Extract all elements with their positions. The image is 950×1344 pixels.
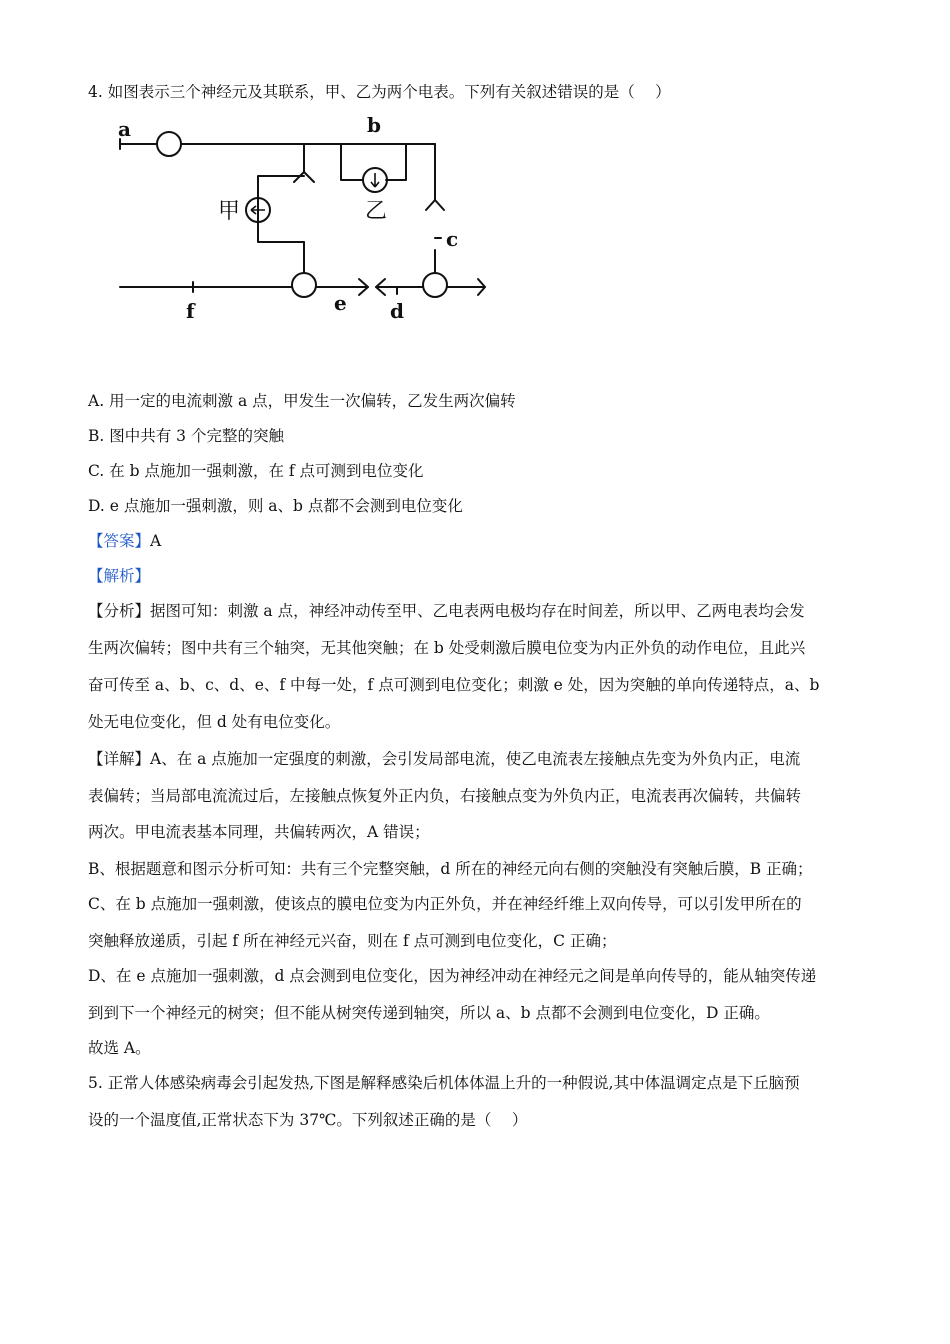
label-a: a — [118, 117, 131, 141]
option-b: B. 图中共有 3 个完整的突触 — [88, 427, 284, 445]
synapse-terminal-c — [426, 200, 444, 210]
question-5-line-2: 设的一个温度值,正常状态下为 37℃。下列叙述正确的是（ ） — [88, 1111, 528, 1129]
analysis-line-1: 【分析】据图可知：刺激 a 点，神经冲动传至甲、乙电表两电极均存在时间差，所以甲、乙两电表均会发 — [88, 602, 805, 620]
label-b: b — [367, 113, 381, 137]
detail-line-7: D、在 e 点施加一强刺激，d 点会测到电位变化，因为神经冲动在神经元之间是单向传导的，能从轴突传递 — [88, 967, 817, 985]
analysis-line-3: 奋可传至 a、b、c、d、e、f 中每一处，f 点可测到电位变化；刺激 e 处，因为突触的单向传递特点，a、b — [88, 676, 820, 694]
question-4-stem: 4. 如图表示三个神经元及其联系，甲、乙为两个电表。下列有关叙述错误的是（ ） — [88, 83, 671, 101]
detail-line-9: 故选 A。 — [88, 1039, 151, 1057]
label-f: f — [186, 299, 195, 323]
cell-body-a — [157, 132, 181, 156]
cell-body-middle — [292, 273, 316, 297]
detail-line-3: 两次。甲电流表基本同理，共偏转两次，A 错误； — [88, 823, 430, 841]
label-e: e — [334, 291, 347, 315]
cell-body-right — [423, 273, 447, 297]
label-meter-jia: 甲 — [218, 199, 241, 224]
detail-line-1: 【详解】A、在 a 点施加一定强度的刺激，会引发局部电流，使乙电流表左接触点先变为外负内正，电流 — [88, 750, 801, 768]
option-d: D. e 点施加一强刺激，则 a、b 点都不会测到电位变化 — [88, 497, 463, 515]
detail-line-2: 表偏转；当局部电流流过后，左接触点恢复外正内负，右接触点变为外负内正，电流表再次偏转，共偏转 — [88, 787, 802, 805]
option-a: A. 用一定的电流刺激 a 点，甲发生一次偏转，乙发生两次偏转 — [88, 392, 516, 410]
meter-yi-wiring — [341, 144, 406, 180]
analysis-tag: 【解析】 — [88, 567, 151, 585]
option-c: C. 在 b 点施加一强刺激，在 f 点可测到电位变化 — [88, 462, 424, 480]
question-5-line-1: 5. 正常人体感染病毒会引起发热,下图是解释感染后机体体温上升的一种假说,其中体温调定点是下丘脑预 — [88, 1074, 800, 1092]
label-d: d — [390, 299, 404, 323]
label-c: c — [446, 227, 459, 251]
answer-tag: 【答案】 — [88, 532, 151, 550]
analysis-line-2: 生两次偏转；图中共有三个轴突，无其他突触；在 b 处受刺激后膜电位变为内正外负的动作电位，且此兴 — [88, 639, 806, 657]
answer-value: A — [150, 532, 162, 550]
label-meter-yi: 乙 — [365, 199, 388, 224]
answer-line — [88, 531, 161, 551]
detail-line-8: 到到下一个神经元的树突；但不能从树突传递到轴突，所以 a、b 点都不会测到电位变化，D 正确。 — [88, 1004, 770, 1022]
detail-line-4: B、根据题意和图示分析可知：共有三个完整突触，d 所在的神经元向右侧的突触没有突触后膜，B 正确； — [88, 860, 813, 878]
detail-line-6: 突触释放递质，引起 f 所在神经元兴奋，则在 f 点可测到电位变化，C 正确； — [88, 932, 617, 950]
neuron-circuit-diagram — [110, 112, 490, 327]
analysis-line-4: 处无电位变化，但 d 处有电位变化。 — [88, 713, 341, 731]
detail-line-5: C、在 b 点施加一强刺激，使该点的膜电位变为内正外负，并在神经纤维上双向传导，可以引发甲所在的 — [88, 895, 802, 913]
yi-arrow-icon — [371, 173, 379, 187]
meter-jia-wiring — [258, 176, 304, 242]
